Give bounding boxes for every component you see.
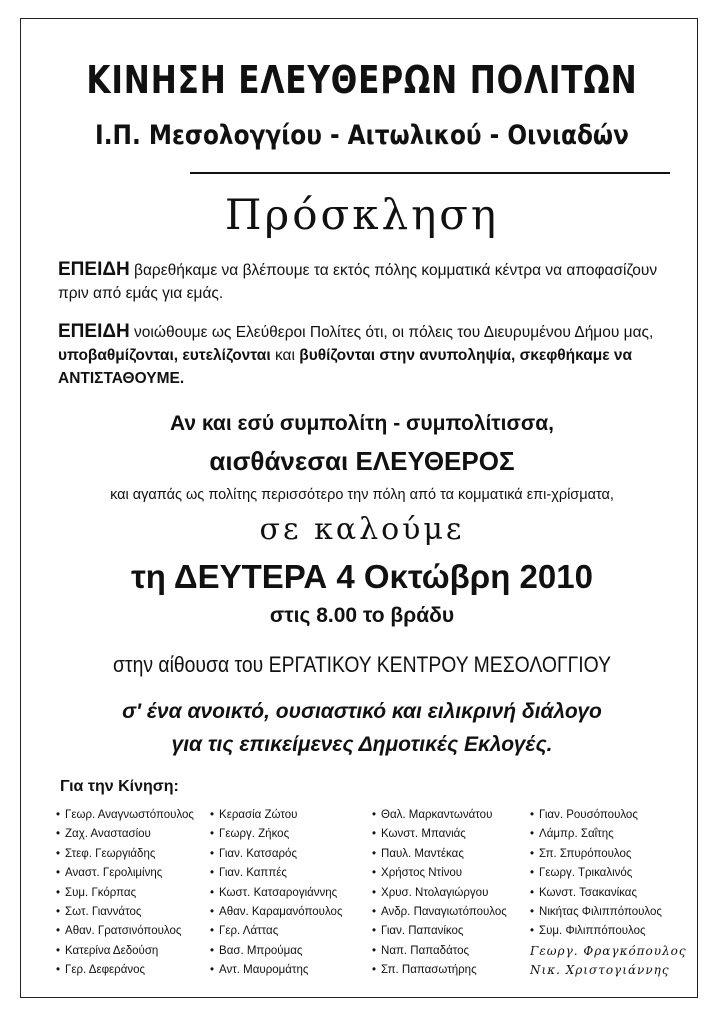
list-item: • Κωνστ. Τσακανίκας bbox=[530, 884, 687, 903]
para2-and: και bbox=[274, 347, 295, 364]
list-item: • Στεφ. Γεωργιάδης bbox=[56, 845, 194, 864]
list-item: • Σπ. Σπυρόπουλος bbox=[530, 845, 687, 864]
list-item: • Χρυσ. Ντολαγιώργου bbox=[372, 884, 507, 903]
body-line-2: αισθάνεσαι ΕΛΕΥΘΕΡΟΣ bbox=[209, 446, 515, 476]
list-item: • Νικήτας Φιλιππόπουλος bbox=[530, 903, 687, 922]
list-item: • Κωνστ. Μπανιάς bbox=[372, 825, 507, 844]
list-item: • Παυλ. Μαντέκας bbox=[372, 845, 507, 864]
list-item: • Γιαν. Καππές bbox=[210, 864, 342, 883]
handwritten-signatory: Γεωργ. Φραγκόπουλος bbox=[530, 943, 687, 958]
paragraph-2 bbox=[58, 320, 678, 390]
para2-text-a: νοιώθουμε ως Ελεύθεροι Πολίτες ότι, οι πόλεις του Διευρυμένου Δήμου μας, bbox=[134, 324, 654, 341]
para2-bold-b: βυθίζονται στην ανυποληψία, σκεφθήκαμε να ΑΝΤΙΣΤΑΘΟΥΜΕ. bbox=[58, 347, 633, 387]
body-line-8: σ' ένα ανοικτό, ουσιαστικό και ειλικρινή διάλογο bbox=[122, 700, 602, 723]
paragraph-1 bbox=[58, 258, 678, 305]
list-item: • Γιαν. Κατσαρός bbox=[210, 845, 342, 864]
event-time: στις 8.00 το βράδυ bbox=[269, 604, 455, 627]
event-venue bbox=[43, 652, 680, 678]
venue-name: ΕΡΓΑΤΙΚΟΥ ΚΕΝΤΡΟΥ ΜΕΣΟΛΟΓΓΙΟΥ bbox=[268, 652, 612, 677]
page-subtitle: Ι.Π. Μεσολογγίου - Αιτωλικού - Οινιαδών bbox=[95, 120, 629, 151]
signatories-column-3 bbox=[372, 806, 507, 981]
list-item: • Συμ. Γκόρπας bbox=[56, 884, 194, 903]
body-line-4: σε καλούμε bbox=[259, 512, 465, 547]
list-item: • Λάμπρ. Σαΐτης bbox=[530, 825, 687, 844]
list-item: • Γερ. Λάττας bbox=[210, 922, 342, 941]
list-item: • Γιαν. Παπανίκος bbox=[372, 922, 507, 941]
list-item: • Ναπ. Παπαδάτος bbox=[372, 942, 507, 961]
list-item: • Ζαχ. Αναστασίου bbox=[56, 825, 194, 844]
venue-prefix: στην αίθουσα του bbox=[112, 652, 264, 677]
para1-text: βαρεθήκαμε να βλέπουμε τα εκτός πόλης κομματικά κέντρα να αποφασίζουν πριν από εμάς για εμάς. bbox=[58, 262, 658, 302]
list-item: • Κερασία Ζώτου bbox=[210, 806, 342, 825]
invitation-heading: Πρόσκληση bbox=[224, 190, 500, 239]
list-item: • Ανδρ. Παναγιωτόπουλος bbox=[372, 903, 507, 922]
page-title: ΚΙΝΗΣΗ ΕΛΕΥΘΕΡΩΝ ΠΟΛΙΤΩΝ bbox=[86, 58, 638, 102]
list-item: • Κατερίνα Δεδούση bbox=[56, 942, 194, 961]
body-line-3: και αγαπάς ως πολίτης περισσότερο την πόλη από τα κομματικά επι-χρίσματα, bbox=[110, 487, 614, 503]
list-item: • Γιαν. Ρουσόπουλος bbox=[530, 806, 687, 825]
list-item: • Γερ. Δεφεράνος bbox=[56, 961, 194, 980]
signatories-column-4 bbox=[530, 806, 687, 981]
list-item: • Αθαν. Καραμανόπουλος bbox=[210, 903, 342, 922]
list-item: • Αθαν. Γρατσινόπουλος bbox=[56, 922, 194, 941]
signatories-label: Για την Κίνηση: bbox=[60, 778, 179, 795]
list-item: • Αντ. Μαυρομάτης bbox=[210, 961, 342, 980]
list-item: • Βασ. Μπρούμας bbox=[210, 942, 342, 961]
header-divider bbox=[190, 172, 670, 174]
signatories-column-2 bbox=[210, 806, 342, 981]
list-item: • Σπ. Παπασωτήρης bbox=[372, 961, 507, 980]
list-item: • Γεωργ. Ζήκος bbox=[210, 825, 342, 844]
para2-keyword: ΕΠΕΙΔΗ bbox=[58, 321, 130, 342]
list-item: • Χρήστος Ντίνου bbox=[372, 864, 507, 883]
list-item: • Γεωργ. Τρικαλινός bbox=[530, 864, 687, 883]
body-line-9: για τις επικείμενες Δημοτικές Εκλογές. bbox=[171, 733, 553, 756]
body-line-1: Αν και εσύ συμπολίτη - συμπολίτισσα, bbox=[170, 412, 554, 435]
list-item: • Συμ. Φιλιππόπουλος bbox=[530, 922, 687, 941]
list-item: • Θαλ. Μαρκαντωνάτου bbox=[372, 806, 507, 825]
para1-keyword: ΕΠΕΙΔΗ bbox=[58, 259, 130, 280]
event-date: τη ΔΕΥΤΕΡΑ 4 Οκτώβρη 2010 bbox=[131, 558, 593, 595]
signatories-column-1 bbox=[56, 806, 194, 981]
para2-bold-a: υποβαθμίζονται, ευτελίζονται bbox=[58, 347, 271, 364]
list-item: • Αναστ. Γερολιμίνης bbox=[56, 864, 194, 883]
list-item: • Σωτ. Γιαννάτος bbox=[56, 903, 194, 922]
list-item: • Γεωρ. Αναγνωστόπουλος bbox=[56, 806, 194, 825]
handwritten-signatory: Νικ. Χριστογιάννης bbox=[530, 963, 670, 978]
list-item: • Κωστ. Κατσαρογιάννης bbox=[210, 884, 342, 903]
